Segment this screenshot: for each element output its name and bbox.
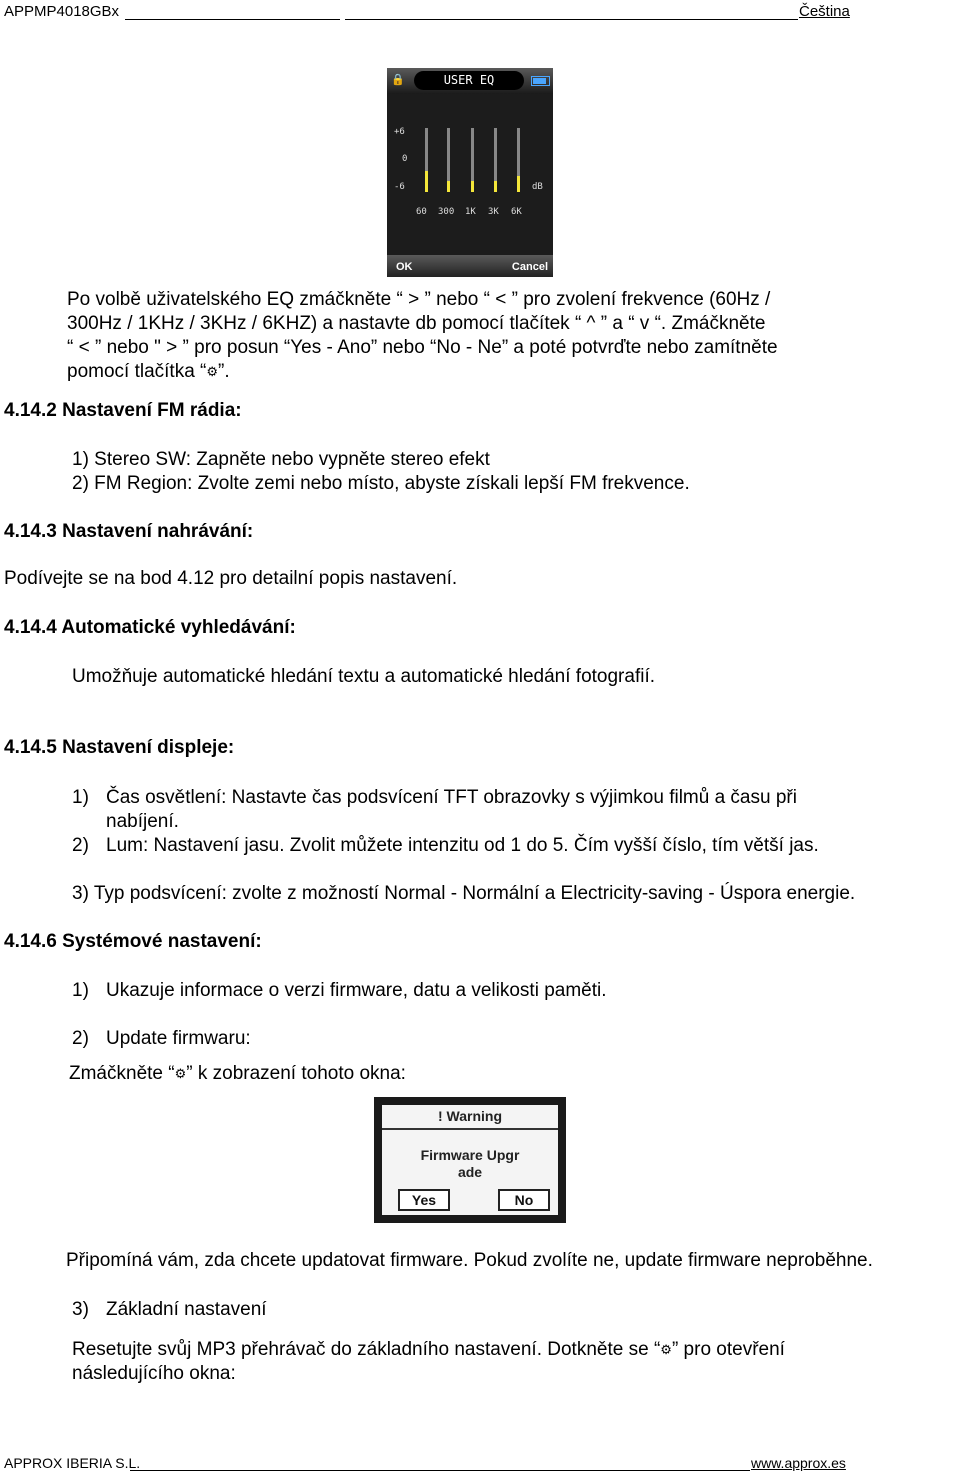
system-item-1-num: 1) <box>72 980 89 1001</box>
eq-text-line-1: Po volbě uživatelského EQ zmáčkněte “ > ” nebo “ < ” pro zvolení frekvence (60Hz / <box>67 289 771 310</box>
eq-bar-level <box>425 171 428 192</box>
warning-message <box>382 1147 558 1181</box>
reset-text-a: Resetujte svůj MP3 přehrávač do základního nastavení. Dotkněte se “ <box>72 1339 661 1360</box>
search-text: Umožňuje automatické hledání textu a automatické hledání fotografií. <box>72 666 656 687</box>
eq-scale-bottom: -6 <box>394 182 405 192</box>
display-item-2-num: 2) <box>72 835 89 856</box>
warning-title: ! Warning <box>382 1105 558 1130</box>
display-item-2: Lum: Nastavení jasu. Zvolit můžete intenzitu od 1 do 5. Čím vyšší číslo, tím větší jas. <box>106 835 819 856</box>
cancel-softkey: Cancel <box>511 261 548 273</box>
eq-freq-1k: 1K <box>465 207 476 217</box>
footer-right: www.approx.es <box>751 1455 846 1471</box>
eq-bar-level <box>494 181 497 192</box>
header-rule-2 <box>345 19 798 20</box>
remind-text: Připomíná vám, zda chcete updatovat firmware. Pokud zvolíte ne, update firmware neproběhne. <box>66 1250 873 1271</box>
warning-yes-button: Yes <box>398 1189 450 1211</box>
reset-text-line-1 <box>72 1338 785 1362</box>
fm-item-1: 1) Stereo SW: Zapněte nebo vypněte stereo efekt <box>72 449 490 470</box>
warning-dialog-panel <box>382 1105 558 1215</box>
eq-softkey-bar <box>387 255 553 277</box>
gear-icon: ⚙ <box>206 364 219 379</box>
eq-freq-300: 300 <box>438 207 455 217</box>
eq-screenshot <box>387 68 553 277</box>
eq-title: USER EQ <box>414 71 524 90</box>
heading-4-14-5: 4.14.5 Nastavení displeje: <box>4 737 235 758</box>
press-text-a: Zmáčkněte “ <box>69 1063 175 1084</box>
record-text: Podívejte se na bod 4.12 pro detailní popis nastavení. <box>4 568 458 589</box>
system-item-2-num: 2) <box>72 1028 89 1049</box>
eq-text-line-3: “ < ” nebo " > ” pro posun “Yes - Ano” nebo “No - Ne” a poté potvrďte nebo zamítněte <box>67 337 778 358</box>
eq-bar-level <box>517 176 520 192</box>
system-item-3: Základní nastavení <box>106 1299 267 1320</box>
gear-icon: ⚙ <box>174 1066 187 1081</box>
eq-freq-60: 60 <box>416 207 427 217</box>
gear-icon: ⚙ <box>660 1342 672 1357</box>
eq-scale-top: +6 <box>394 127 405 137</box>
display-item-3: 3) Typ podsvícení: zvolte z možností Normal - Normální a Electricity-saving - Úspora energie. <box>72 883 856 904</box>
warning-message-line-1: Firmware Upgr <box>420 1147 520 1163</box>
heading-4-14-4: 4.14.4 Automatické vyhledávání: <box>4 617 296 638</box>
system-item-3-num: 3) <box>72 1299 89 1320</box>
warning-no-button: No <box>498 1189 550 1211</box>
display-item-1-line-2: nabíjení. <box>106 811 179 832</box>
fm-item-2: 2) FM Region: Zvolte zemi nebo místo, abyste získali lepší FM frekvence. <box>72 473 690 494</box>
reset-text-b: ” pro otevření <box>671 1339 785 1360</box>
warning-dialog-screenshot <box>374 1097 566 1223</box>
heading-4-14-2: 4.14.2 Nastavení FM rádia: <box>4 400 242 421</box>
display-item-1-num: 1) <box>72 787 89 808</box>
eq-freq-6k: 6K <box>511 207 522 217</box>
heading-4-14-3: 4.14.3 Nastavení nahrávání: <box>4 521 254 542</box>
eq-unit: dB <box>532 182 543 192</box>
press-text <box>69 1062 406 1086</box>
header-rule-1 <box>125 19 340 20</box>
header-left: APPMP4018GBx <box>4 3 120 20</box>
heading-4-14-6: 4.14.6 Systémové nastavení: <box>4 931 262 952</box>
lock-icon: 🔒 <box>391 74 405 86</box>
warning-message-line-2: ade <box>457 1164 483 1180</box>
eq-bar-level <box>471 181 474 192</box>
reset-text-line-2: následujícího okna: <box>72 1363 236 1384</box>
battery-icon <box>531 76 550 86</box>
eq-text-line-4-a: pomocí tlačítka “ <box>67 361 207 382</box>
press-text-b: ” k zobrazení tohoto okna: <box>186 1063 406 1084</box>
system-item-1: Ukazuje informace o verzi firmware, datu a velikosti paměti. <box>106 980 607 1001</box>
footer-left: APPROX IBERIA S.L. <box>4 1455 141 1471</box>
display-item-1-line-1: Čas osvětlení: Nastavte čas podsvícení TFT obrazovky s výjimkou filmů a času při <box>106 787 797 808</box>
ok-softkey: OK <box>396 261 413 273</box>
system-item-2: Update firmwaru: <box>106 1028 251 1049</box>
eq-scale-mid: 0 <box>402 154 408 164</box>
eq-title-bar <box>387 68 553 94</box>
eq-text-line-4-b: ”. <box>218 361 230 382</box>
eq-text-line-2: 300Hz / 1KHz / 3KHz / 6KHZ) a nastavte db pomocí tlačítek “ ^ ” a “ v “. Zmáčkněte <box>67 313 766 334</box>
footer-rule <box>130 1470 750 1471</box>
eq-freq-3k: 3K <box>488 207 499 217</box>
eq-bar-level <box>447 181 450 192</box>
eq-text-line-4 <box>67 360 230 384</box>
header-right: Čeština <box>799 3 850 20</box>
